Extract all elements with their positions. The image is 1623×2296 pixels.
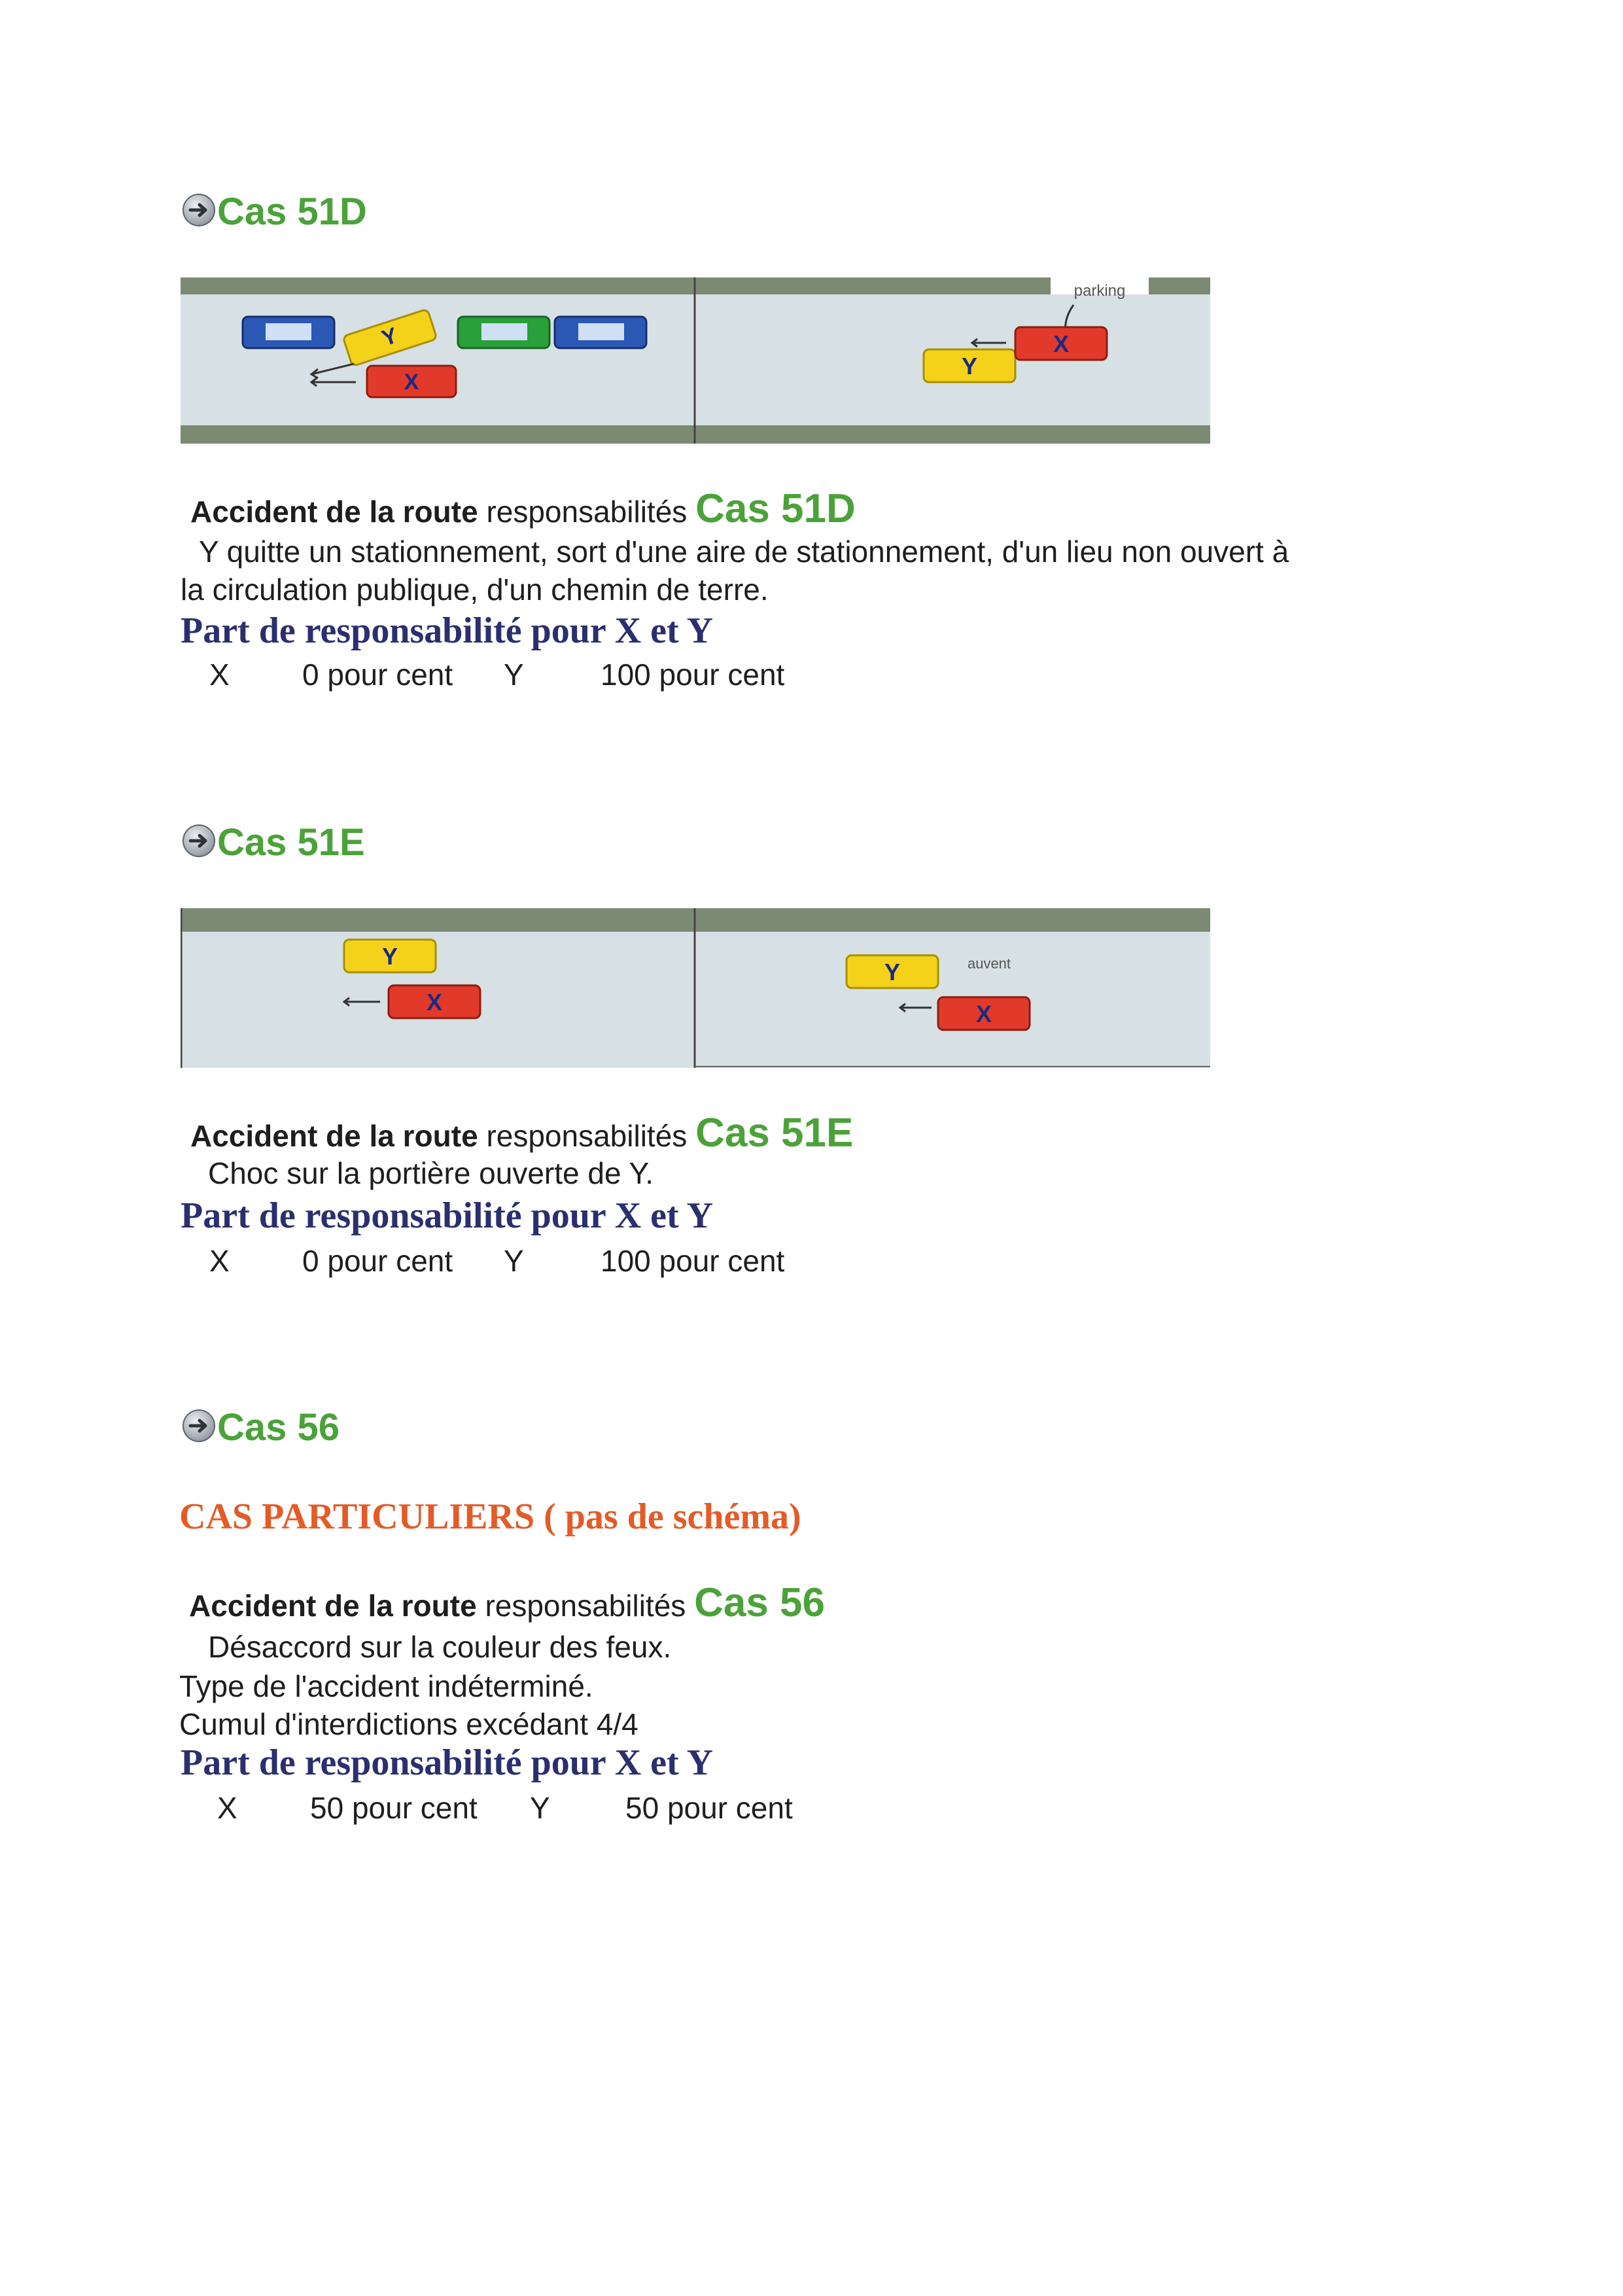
case-56-special-heading: CAS PARTICULIERS ( pas de schéma) — [179, 1496, 801, 1537]
car-x-left — [367, 366, 456, 397]
svg-text:X: X — [975, 1000, 992, 1027]
case-56-y-label: Y — [530, 1791, 550, 1825]
car-x-left — [389, 985, 480, 1018]
case-51d-desc-2: la circulation publique, d'un chemin de terre. — [181, 573, 769, 607]
case-51d-title — [182, 190, 367, 234]
case-56-accident-line: Accident de la route responsabilités Cas 56 — [189, 1580, 825, 1625]
case-title-text: Cas 51D — [217, 190, 367, 233]
case-56-desc-1: Désaccord sur la couleur des feux. — [208, 1630, 672, 1664]
case-51e-title — [182, 821, 365, 864]
parking-annotation: parking — [1073, 282, 1126, 300]
case-51e-y-label: Y — [504, 1244, 524, 1278]
case-51d-desc-1: Y quitte un stationnement, sort d'une aire de stationnement, d'un lieu non ouvert à — [199, 535, 1289, 569]
car-y-right — [846, 955, 938, 988]
case-51e-x-label: X — [209, 1244, 230, 1278]
case-51e-y-value: 100 pour cent — [601, 1244, 785, 1278]
svg-text:Y: Y — [961, 353, 978, 380]
arrow-circle-icon — [182, 1409, 216, 1443]
case-51d-accident-line: Accident de la route responsabilités Cas 51D — [190, 486, 856, 531]
svg-text:Y: Y — [884, 959, 901, 985]
case-56-x-value: 50 pour cent — [310, 1791, 478, 1825]
svg-text:X: X — [404, 370, 419, 395]
car-y-left — [344, 940, 436, 972]
case-51e-x-value: 0 pour cent — [302, 1244, 453, 1278]
car-y-right — [924, 349, 1015, 382]
svg-text:Y: Y — [381, 943, 398, 970]
parked-blue-car — [243, 317, 334, 348]
case-51d-y-value: 100 pour cent — [601, 658, 785, 692]
case-56-x-label: X — [217, 1791, 237, 1825]
auvent-annotation: auvent — [967, 955, 1011, 972]
case-51e-desc-1: Choc sur la portière ouverte de Y. — [208, 1156, 654, 1190]
arrow-circle-icon — [182, 193, 216, 227]
car-x-right — [1015, 327, 1107, 360]
parked-green-car — [458, 317, 550, 348]
curb-top-right-a — [695, 277, 1051, 294]
case-56-desc-3: Cumul d'interdictions excédant 4/4 — [179, 1707, 638, 1741]
case-56-part-heading: Part de responsabilité pour X et Y — [181, 1742, 714, 1783]
case-51d-diagram — [181, 277, 1210, 444]
case-51d-x-label: X — [209, 658, 230, 692]
case-51d-part-heading: Part de responsabilité pour X et Y — [181, 610, 714, 651]
case-title-text: Cas 56 — [217, 1406, 340, 1449]
case-56-y-value: 50 pour cent — [625, 1791, 793, 1825]
parked-blue-car-2 — [555, 317, 646, 348]
case-title-text: Cas 51E — [217, 821, 365, 864]
svg-text:Y: Y — [379, 323, 401, 351]
svg-text:X: X — [1053, 330, 1070, 357]
curb-top-left — [181, 277, 695, 294]
curb-top-right-b — [1149, 277, 1210, 294]
case-51e-diagram — [181, 908, 1210, 1068]
case-56-title — [182, 1405, 340, 1449]
arrow-circle-icon — [182, 824, 216, 858]
case-51e-accident-line: Accident de la route responsabilités Cas 51E — [190, 1110, 854, 1156]
car-x-right — [938, 997, 1030, 1030]
svg-text:X: X — [426, 989, 443, 1016]
case-51d-x-value: 0 pour cent — [302, 658, 453, 692]
case-51d-y-label: Y — [504, 658, 524, 692]
case-56-desc-2: Type de l'accident indéterminé. — [179, 1669, 593, 1703]
case-51e-part-heading: Part de responsabilité pour X et Y — [181, 1195, 714, 1236]
